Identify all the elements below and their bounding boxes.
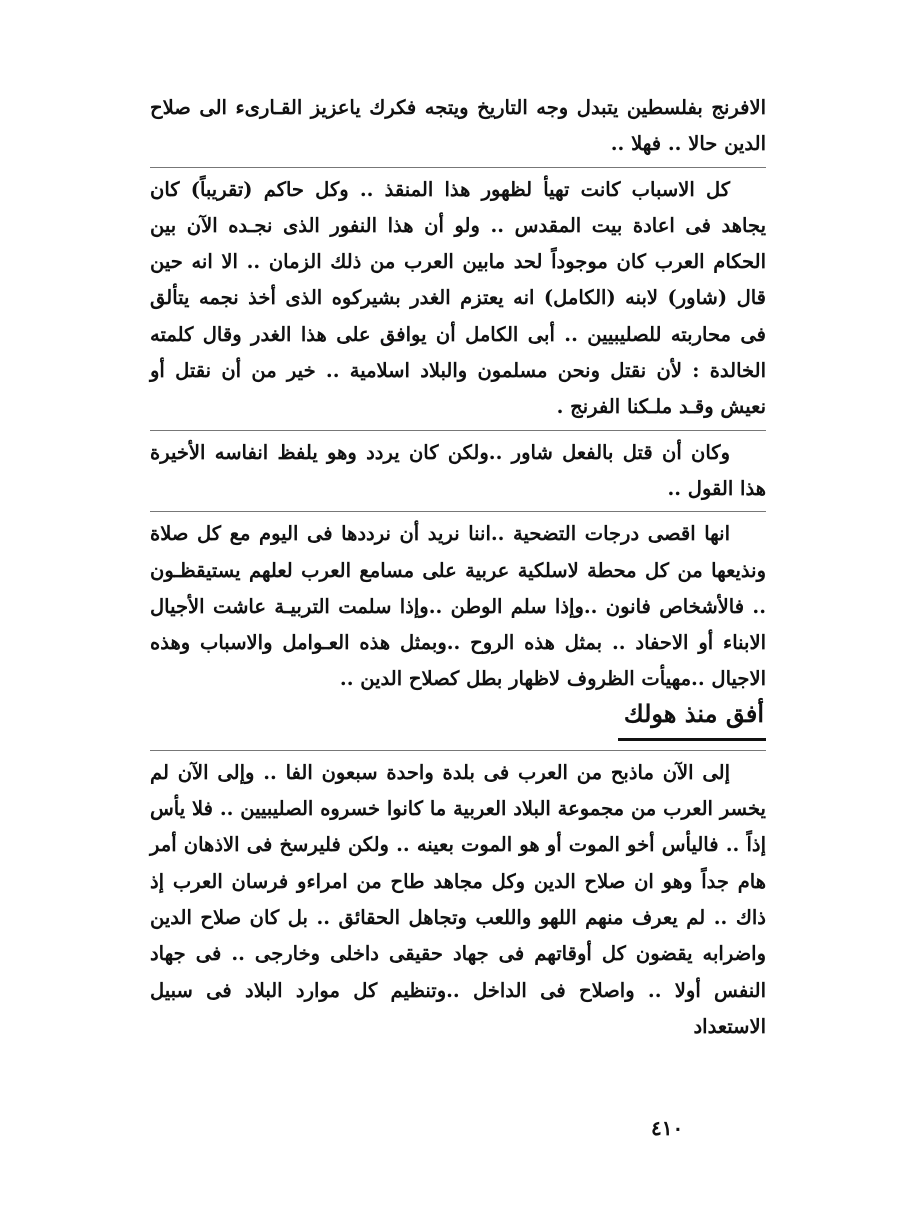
paragraph-divider — [150, 750, 766, 751]
section-heading: أفق منذ هولك — [618, 694, 766, 741]
closing-paragraph: إلى الآن ماذبح من العرب فى بلدة واحدة سبعون الفا .. وإلى الآن لم يخسر العرب من مجموعة البلاد العربية ما كانوا خسروه الصليبيين .. فلا يأس إذاً .. فاليأس أخو الموت أو هو الموت بعينه .. ولكن فليرسخ فى الاذهان أمر هام جداً وهو ان صلاح الدين وكل مجاهد طاح من امراءو فرسان العرب إذ ذاك .. لم يعرف منهم اللهو واللعب وتجاهل الحقائق .. بل كان صلاح الدين واضرابه يقضون كل أوقاتهم فى جهاد حقيقى داخلى وخارجى .. فى جهاد النفس أولا .. واصلاح فى الداخل ..وتنظيم كل موارد البلاد فى سبيل الاستعداد — [150, 760, 766, 1038]
paragraph-divider — [150, 167, 766, 168]
paragraph-2: كل الاسباب كانت تهيأ لظهور هذا المنقذ .. وكل حاكم (تقريباً) كان يجاهد فى اعادة بيت المقدس .. ولو أن هذا النفور الذى نجـده الآن بين الحكام العرب كان موجوداً لحد مابين العرب من ذلك الزمان .. الا انه حين قال (شاور) لابنه (الكامل) انه يعتزم الغدر بشيركوه الذى أخذ نجمه يتألق فى محاربته للصليبيين .. أبى الكامل أن يوافق على هذا الغدر وقال كلمته الخالدة : لأن نقتل ونحن مسلمون والبلاد اسلامية .. خير من أن نقتل أو نعيش وقـد ملـكنا الفرنج . — [150, 177, 766, 419]
paragraph-3: وكان أن قتل بالفعل شاور ..ولكن كان يردد وهو يلفظ انفاسه الأخيرة هذا القول .. — [150, 440, 766, 500]
paragraph-1: الافرنج بفلسطين يتبدل وجه التاريخ ويتجه فكرك ياعزيز القـارىء الى صلاح الدين حالا .. فهلا .. — [150, 96, 766, 156]
paragraph-divider — [150, 430, 766, 431]
section-heading-block — [150, 694, 766, 746]
page-number: ٤١٠ — [651, 1116, 684, 1140]
paragraph-4: انها اقصى درجات التضحية ..اننا نريد أن نرددها فى اليوم مع كل صلاة ونذيعها من كل محطة لاسلكية عربية على مسامع العرب لعلهم يستيقظـون .. فالأشخاص فانون ..وإذا سلم الوطن ..وإذا سلمت التربيـة عاشت الأجيال الابناء أو الاحفاد .. بمثل هذه الروح ..وبمثل هذه العـوامل والاسباب وهذه الاجيال ..مهيأت الظروف لاظهار بطل كصلاح الدين .. — [150, 522, 766, 691]
page-body — [150, 90, 766, 1045]
paragraph-divider — [150, 511, 766, 512]
